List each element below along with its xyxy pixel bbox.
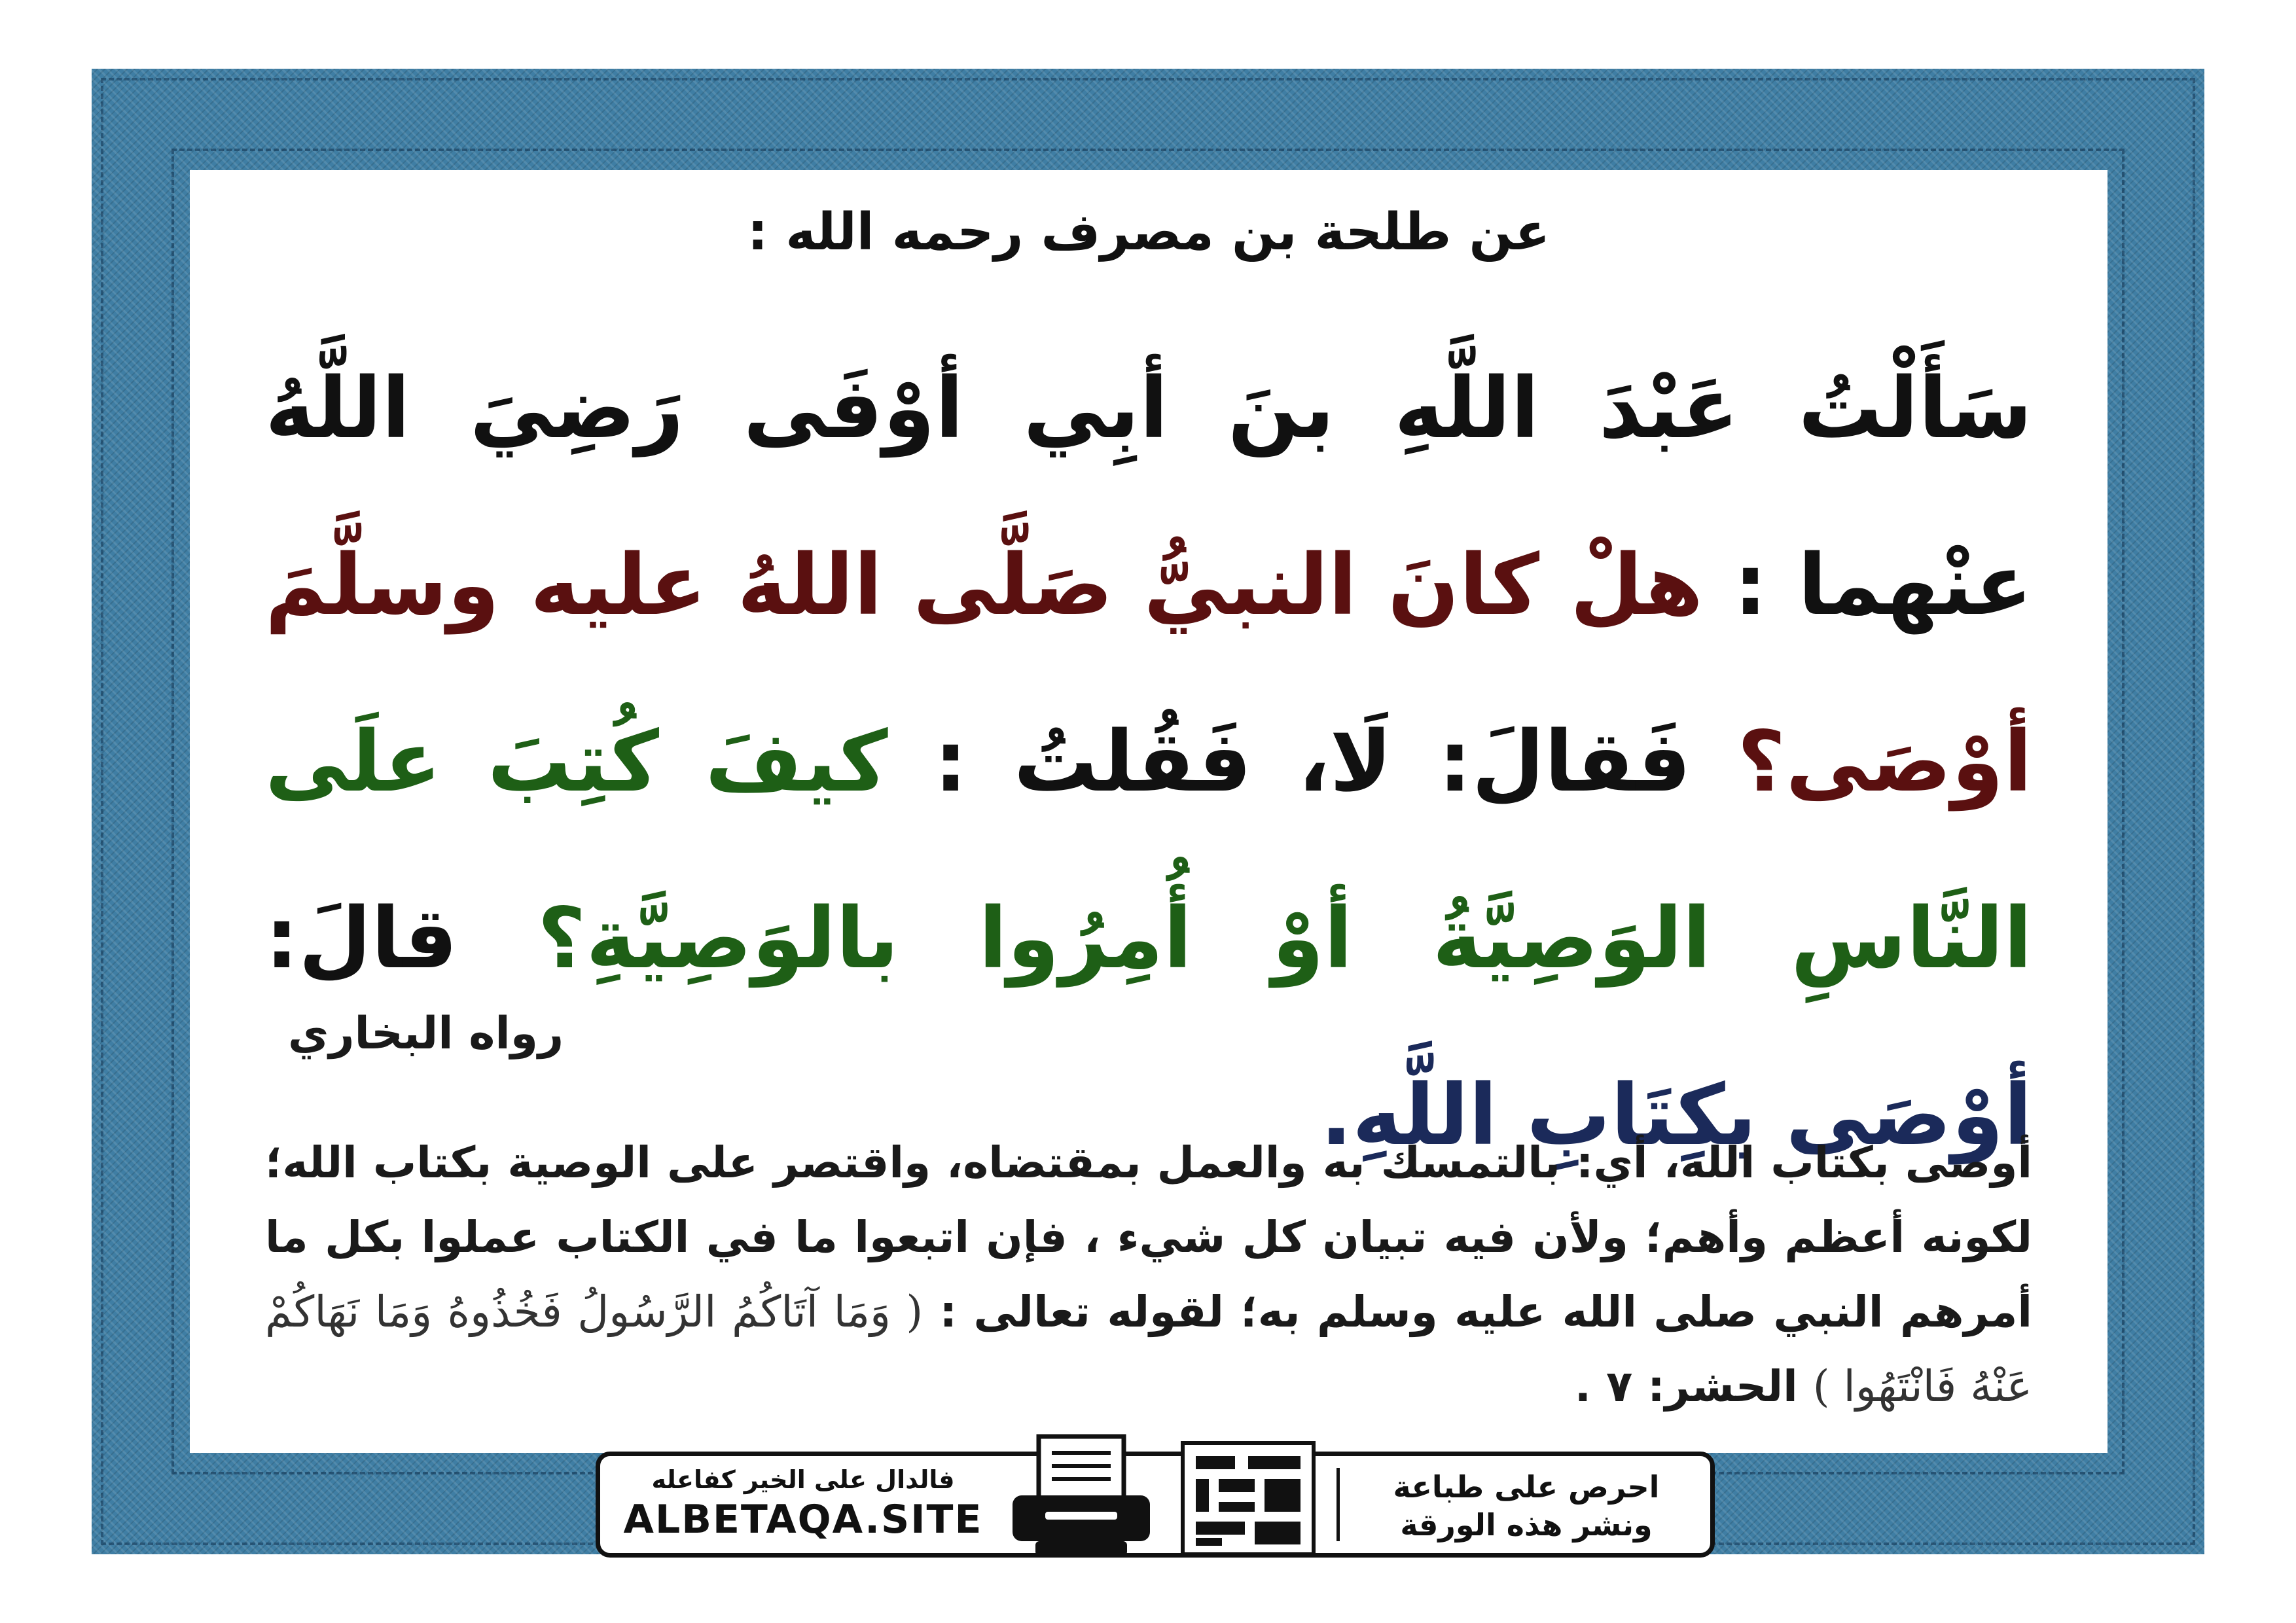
card-panel bbox=[190, 170, 2108, 1453]
hadith-part-7: أوْصَى بكِتَابِ اللَّهِ. bbox=[1320, 1067, 2032, 1164]
hadith-part-4: فَقُلتُ : bbox=[934, 713, 1252, 811]
footer-site-link[interactable]: ALBETAQA.SITE bbox=[623, 1497, 983, 1543]
quran-reference: الحشر: ٧ . bbox=[1574, 1361, 1798, 1412]
printer-icon bbox=[1006, 1430, 1157, 1561]
hadith-part-2: هلْ كانَ النبيُّ صَلَّى اللهُ عليه وسلَّمَ أوْصَى؟ bbox=[265, 537, 2033, 811]
explanation-body: أوصى بكتاب الله، أي: بالتمسك به والعمل بمقتضاه، واقتصر على الوصية بكتاب الله؛ لكونه أعظم وأهم؛ ولأن فيه تبيان كل شيء ، فإن اتبعوا ما في الكتاب عملوا بكل ما أمرهم النبي صلى الله عليه وسلم به؛ لقوله تعالى : bbox=[265, 1137, 2032, 1337]
footer-badge bbox=[596, 1452, 1715, 1558]
hadith-part-3: فَقالَ: لَا، bbox=[1297, 713, 1691, 811]
explanation-text bbox=[265, 1126, 2032, 1424]
footer-print-note bbox=[1343, 1456, 1710, 1553]
footer-tagline: فالدال على الخير كفاعله bbox=[651, 1465, 955, 1494]
footer-note-line1: احرص على طباعة bbox=[1393, 1469, 1660, 1505]
quran-verse: ( وَمَا آتَاكُمُ الرَّسُولُ فَخُذُوهُ وَمَا نَهَاكُمْ عَنْهُ فَانْتَهُوا ) bbox=[265, 1287, 2032, 1412]
hadith-source: عن طلحة بن مصرف رحمه الله : bbox=[747, 203, 1551, 262]
hadith-text bbox=[265, 321, 2032, 1204]
hadith-part-1: سَأَلْتُ عَبْدَ اللَّهِ بنَ أبِي أوْفَى رَضِيَ اللَّهُ عنْهما : bbox=[265, 360, 2033, 634]
footer-divider bbox=[1336, 1468, 1340, 1541]
logo-icon bbox=[1176, 1436, 1320, 1561]
footer-note-line2: ونشر هذه الورقة bbox=[1400, 1507, 1653, 1543]
hadith-part-6: قالَ: bbox=[265, 890, 458, 988]
hadith-part-5: كيفَ كُتِبَ علَى النَّاسِ الوَصِيَّةُ أوْ أُمِرُوا بالوَصِيَّةِ؟ bbox=[265, 713, 2032, 988]
narrator-reference: رواه البخاري bbox=[288, 1008, 564, 1060]
footer-site-block bbox=[600, 1456, 1006, 1553]
